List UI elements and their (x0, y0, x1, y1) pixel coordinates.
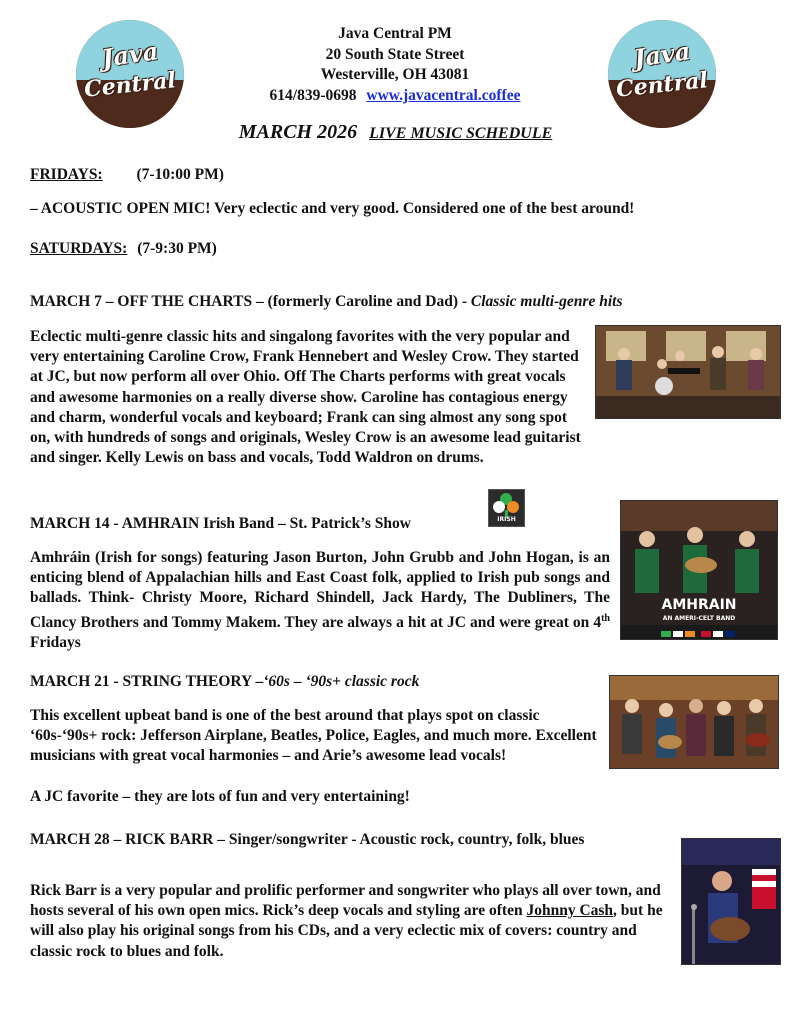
amhrain-photo-sublabel: AN AMERI-CELT BAND (662, 615, 736, 622)
event-heading-text: MARCH 7 – OFF THE CHARTS – (formerly Caroline and Dad) - (30, 293, 471, 310)
rick-barr-photo (681, 838, 781, 965)
event-march-28-heading: MARCH 28 – RICK BARR – Singer/songwriter - Acoustic rock, country, folk, blues (30, 831, 585, 848)
event-march-7-heading (30, 292, 623, 312)
venue-name: Java Central PM (338, 25, 452, 42)
event-genre: ‘60s – ‘90s+ classic rock (263, 673, 420, 690)
fridays-description: – ACOUSTIC OPEN MIC! Very eclectic and very good. Considered one of the best around! (30, 200, 635, 217)
saturdays-heading (30, 239, 217, 259)
venue-header (200, 24, 590, 106)
ordinal-suffix: th (601, 612, 610, 624)
string-theory-photo (609, 675, 779, 769)
event-march-14-heading: MARCH 14 - AMHRAIN Irish Band – St. Patrick’s Show (30, 515, 411, 532)
amhrain-photo (620, 500, 778, 640)
logo-text-central: Central (614, 67, 710, 103)
fridays-label: FRIDAYS: (30, 166, 103, 183)
fridays-time: (7-10:00 PM) (136, 166, 224, 183)
event-body-text: Rick Barr is a very popular and prolific performer and songwriter who plays all over town, and hosts several of his own open mics. Rick’s deep vocals and styling are often (30, 882, 661, 920)
event-genre: Classic multi-genre hits (470, 293, 623, 310)
off-the-charts-photo (595, 325, 781, 419)
website-link[interactable]: www.javacentral.coffee (366, 86, 521, 104)
logo-text-java: Java (100, 36, 160, 73)
saturdays-label: SATURDAYS: (30, 240, 128, 257)
amhrain-photo-label: AMHRAIN (661, 597, 737, 613)
schedule-month: MARCH 2026 (238, 121, 358, 143)
event-march-21-body: This excellent upbeat band is one of the best around that plays spot on classic ‘60s-‘90s+ rock: Jefferson Airplane, Beatles, Police, Eagles, and much more. Excellent musicians with great vocal harmonies – and Arie’s awesome lead vocals! (30, 707, 597, 765)
band-stage-image (596, 326, 780, 418)
event-heading-text: MARCH 21 - STRING THEORY – (30, 673, 264, 690)
event-march-28-body (30, 881, 670, 962)
venue-city: Westerville, OH 43081 (320, 66, 470, 83)
venue-street: 20 South State Street (325, 45, 465, 63)
johnny-cash-link[interactable]: Johnny Cash (526, 902, 614, 920)
fridays-heading (30, 165, 224, 185)
event-march-21-body-2: A JC favorite – they are lots of fun and very entertaining! (30, 788, 410, 805)
badge-label: IRISH (497, 516, 516, 523)
java-central-logo-left (76, 20, 184, 128)
venue-contact (200, 86, 590, 107)
event-march-14-body (30, 548, 610, 653)
saturdays-time: (7-9:30 PM) (137, 240, 217, 257)
venue-phone: 614/839-0698 (269, 86, 357, 104)
schedule-subtitle: LIVE MUSIC SCHEDULE (369, 125, 553, 142)
rock-band-image (610, 676, 778, 768)
java-central-logo-right (608, 20, 716, 128)
event-body-text: Amhráin (Irish for songs) featuring Jason Burton, John Grubb and John Hogan, is an enticing blend of Appalachian hills and East Coast folk, applied to Irish pub songs and ballads. Think- Christy Moore, Richard Shindell, Jack Hardy, The Dubliners, The Clancy Brothers and Tommy Makem. They are always a hit at JC and were great on 4 (30, 549, 610, 631)
event-body-end: Fridays (30, 633, 81, 651)
singer-guitar-image (682, 839, 780, 964)
logo-text-central: Central (82, 67, 178, 103)
schedule-title (0, 121, 791, 144)
event-body-text-end: , but he will also play his original songs from his CDs, and a very eclectic mix of covers: country and classic rock to blues and folk. (30, 902, 663, 960)
event-march-21-heading (30, 672, 419, 692)
shamrock-badge (488, 489, 525, 527)
event-march-7-body: Eclectic multi-genre classic hits and singalong favorites with the very popular and very entertaining Caroline Crow, Frank Hennebert and Wesley Crow. They started at JC, but now perform all over Ohio. Off The Charts performs with great vocals and awesome harmonies on a really diverse show. Caroline has contagious energy and charm, wonderful vocals and keyboard; Frank can sing almost any song spot on, with hundreds of songs and originals, Wesley Crow is an awesome lead guitarist and singer. Kelly Lewis on bass and vocals, Todd Waldron on drums. (30, 328, 581, 467)
logo-text-java: Java (632, 36, 692, 73)
